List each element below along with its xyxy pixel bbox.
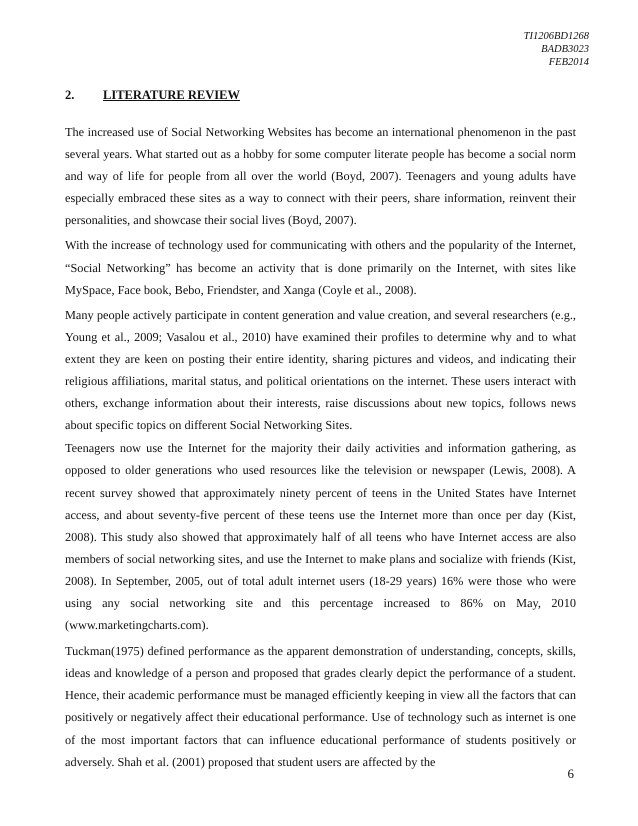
section-number: 2. (65, 88, 75, 102)
paragraph: Teenagers now use the Internet for the majority their daily activities and information gathering, as opposed to older generations who used resources like the television or newspaper (Lewis, 2008). A recent survey showed that approximately ninety percent of teens in the United States have Internet access, and about seventy-five percent of these teens use the Internet more than once per day (Kist, 2008). This study also showed that approximately half of all teens who have Internet access are also members of social networking sites, and use the Internet to make plans and socialize with friends (Kist, 2008). In September, 2005, out of total adult internet users (18-29 years) 16% were those who were using any social networking site and this percentage increased to 86% on May, 2010 (www.marketingcharts.com). (65, 441, 576, 633)
section-title: LITERATURE REVIEW (103, 88, 240, 102)
header-course-line: BADB3023 (541, 44, 589, 55)
page-number: 6 (567, 766, 574, 781)
paragraph: With the increase of technology used for communicating with others and the popularity of the Internet, “Social Networking” has become an activity that is done primarily on the Internet, with sites like MySpace, Face book, Bebo, Friendster, and Xanga (Coyle et al., 2008). (65, 238, 576, 297)
body-text (65, 121, 576, 773)
paragraph: The increased use of Social Networking Websites has become an international phenomenon in the past several years. What started out as a hobby for some computer literate people has become a social norm and way of life for people from all over the world (Boyd, 2007). Teenagers and young adults have especially embraced these sites as a way to connect with their peers, share information, reinvent their personalities, and showcase their social lives (Boyd, 2007). (65, 125, 576, 228)
header-date-line: FEB2014 (548, 57, 589, 68)
paragraph: Tuckman(1975) defined performance as the apparent demonstration of understanding, concepts, skills, ideas and knowledge of a person and proposed that grades clearly depict the performance of a student. Hence, their academic performance must be managed efficiently keeping in view all the factors that can positively or negatively affect their educational performance. Use of technology such as internet is one of the most important factors that can influence educational performance of students positively or adversely. Shah et al. (2001) proposed that student users are affected by the (65, 644, 576, 769)
header-code-line: TI1206BD1268 (523, 31, 589, 42)
section-heading (65, 88, 240, 103)
document-header (524, 30, 589, 69)
paragraph: Many people actively participate in content generation and value creation, and several researchers (e.g., Young et al., 2009; Vasalou et al., 2010) have examined their profiles to determine why and to what extent they are keen on posting their entire identity, sharing pictures and videos, and indicating their religious affiliations, marital status, and political orientations on the internet. These users interact with others, exchange information about their interests, raise discussions about new topics, follows news about specific topics on different Social Networking Sites. (65, 307, 576, 433)
